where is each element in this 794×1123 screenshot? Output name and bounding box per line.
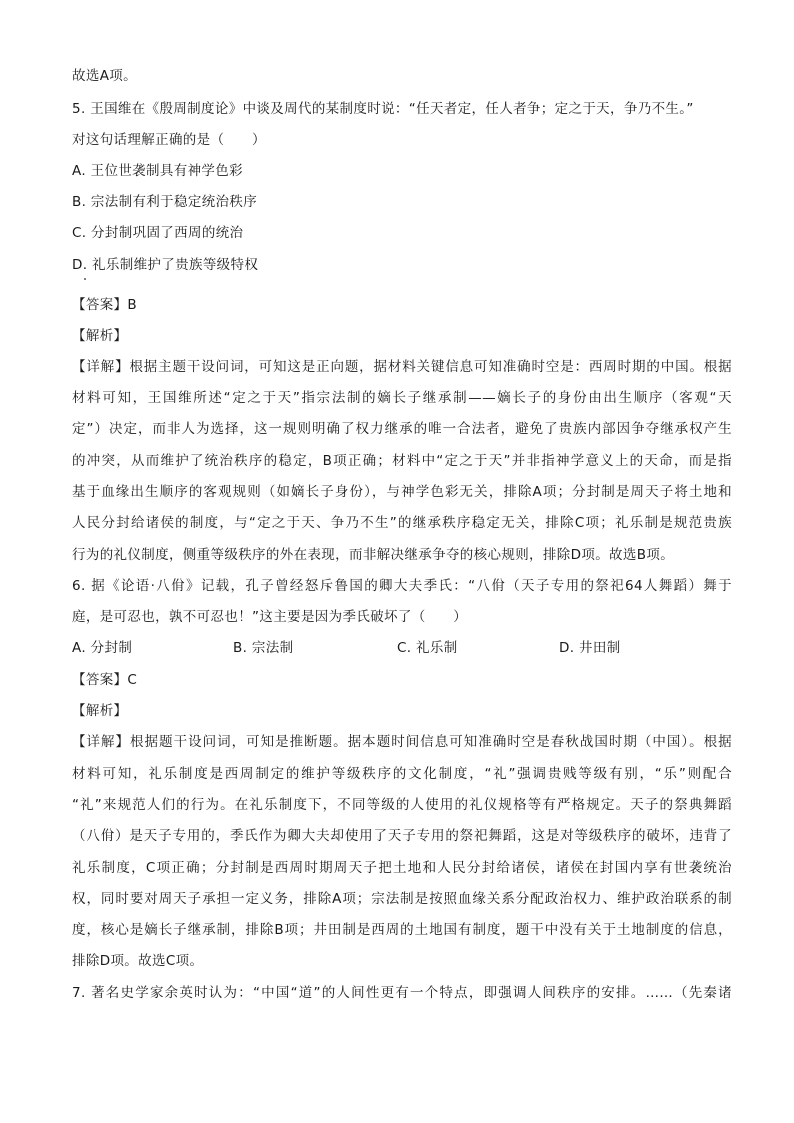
q6-detail-line-3: “礼”来规范人们的行为。在礼乐制度下，不同等级的人使用的礼仪规格等有严格规定。天子的祭典舞蹈 xyxy=(72,797,732,813)
q5-option-d: D. 礼乐制维护了贵族等级特权 xyxy=(72,257,259,273)
q6-options-row xyxy=(72,639,732,657)
q6-detail-label: 【详解】 xyxy=(72,734,131,750)
q6-detail-line-4: （八佾）是天子专用的，季氏作为卿大夫却使用了天子专用的祭祀舞蹈，这是对等级秩序的破坏，违背了 xyxy=(72,828,732,844)
q5-analysis-label: 【解析】 xyxy=(72,328,128,344)
q6-stem-line-1: 6. 据《论语·八佾》记载，孔子曾经怒斥鲁国的卿大夫季氏：“八佾（天子专用的祭祀64人舞蹈）舞于 xyxy=(72,578,732,594)
q5-answer-line xyxy=(72,296,732,314)
q6-option-a: A. 分封制 xyxy=(72,640,133,656)
q5-detail-line-1 xyxy=(72,358,732,376)
previous-answer-end: 故选A项。 xyxy=(72,68,137,84)
q6-detail-line-2: 材料可知，礼乐制度是西周制定的维护等级秩序的文化制度，“礼”强调贵贱等级有别，“乐”则配合 xyxy=(72,766,732,782)
q6-answer-line xyxy=(72,671,732,689)
q6-option-b: B. 宗法制 xyxy=(233,640,294,656)
q5-detail-line-5: 基于血缘出生顺序的客观规则（如嫡长子身份），与神学色彩无关，排除A项；分封制是周天子将土地和 xyxy=(72,484,732,500)
q5-detail-line-2: 材料可知，王国维所述“定之于天”指宗法制的嫡长子继承制——嫡长子的身份由出生顺序（客观“天 xyxy=(72,390,732,406)
q5-option-c: C. 分封制巩固了西周的统治 xyxy=(72,225,244,241)
q7-stem-line-1: 7. 著名史学家余英时认为：“中国“道”的人间性更有一个特点，即强调人间秩序的安排。……（先秦诸 xyxy=(72,985,732,1001)
q5-stem-line-2: 对这句话理解正确的是（ ） xyxy=(72,132,266,148)
q5-detail-label: 【详解】 xyxy=(72,359,130,375)
q5-detail-line-4: 的冲突，从而维护了统治秩序的稳定，B项正确；材料中“定之于天”并非指神学意义上的天命，而是指 xyxy=(72,453,732,469)
q6-option-c: C. 礼乐制 xyxy=(397,640,458,656)
q5-option-a: A. 王位世袭制具有神学色彩 xyxy=(72,163,243,179)
q6-stem-line-2: 庭，是可忍也，孰不可忍也！”这主要是因为季氏破坏了（ ） xyxy=(72,609,468,625)
q6-answer-label: 【答案】 xyxy=(72,672,128,688)
q6-answer-value: C xyxy=(127,672,138,688)
q5-detail-line-7: 行为的礼仪制度，侧重等级秩序的外在表现，而非解决继承争夺的核心规则，排除D项。故选B项。 xyxy=(72,547,675,563)
stray-dot-mark xyxy=(84,278,86,280)
q6-detail-line-8: 排除D项。故选C项。 xyxy=(72,953,204,969)
q5-answer-label: 【答案】 xyxy=(72,297,128,313)
q5-stem-line-1: 5. 王国维在《殷周制度论》中谈及周代的某制度时说：“任天者定，任人者争；定之于天，争乃不生。” xyxy=(72,101,694,117)
q6-option-d: D. 井田制 xyxy=(559,640,621,656)
q5-detail-line-3: 定”）决定，而非人为选择，这一规则明确了权力继承的唯一合法者，避免了贵族内部因争夺继承权产生 xyxy=(72,421,732,437)
q5-option-b: B. 宗法制有利于稳定统治秩序 xyxy=(72,194,258,210)
q5-detail-line-6: 人民分封给诸侯的制度，与“定之于天、争乃不生”的继承秩序稳定无关，排除C项；礼乐制是规范贵族 xyxy=(72,515,732,531)
q6-detail-line-5: 礼乐制度，C项正确；分封制是西周时期周天子把土地和人民分封给诸侯，诸侯在封国内享有世袭统治 xyxy=(72,860,732,876)
q6-detail-line-6: 权，同时要对周天子承担一定义务，排除A项；宗法制是按照血缘关系分配政治权力、维护政治联系的制 xyxy=(72,891,732,907)
q6-analysis-label: 【解析】 xyxy=(72,703,128,719)
q5-answer-value: B xyxy=(127,297,138,313)
q5-detail-text-1: 根据主题干设问词，可知这是正向题，据材料关键信息可知准确时空是：西周时期的中国。根据 xyxy=(129,359,732,375)
q6-detail-text-1: 根据题干设问词，可知是推断题。据本题时间信息可知准确时空是春秋战国时期（中国）。根据 xyxy=(130,734,733,750)
q6-detail-line-1 xyxy=(72,733,732,751)
q6-detail-line-7: 度，核心是嫡长子继承制，排除B项；井田制是西周的土地国有制度，题干中没有关于土地制度的信息， xyxy=(72,922,732,938)
